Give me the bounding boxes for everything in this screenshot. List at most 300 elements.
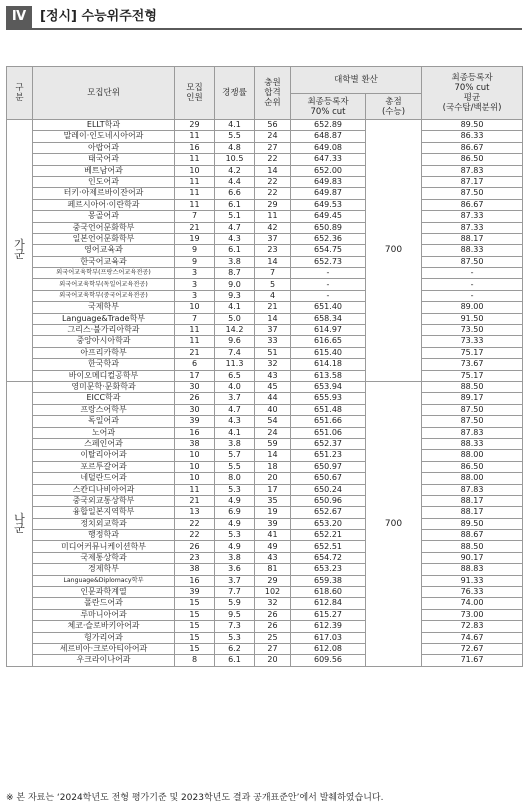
cell-unit: 중앙아시아학과 — [33, 336, 175, 347]
cell-final-conversion: 613.58 — [291, 370, 366, 381]
cell-competition: 8.7 — [215, 268, 255, 279]
cell-unit: 태국어과 — [33, 154, 175, 165]
cell-final-conversion: 612.39 — [291, 621, 366, 632]
cell-unit: 중국외교통상학부 — [33, 495, 175, 506]
cell-rank: 17 — [255, 484, 291, 495]
cell-competition: 4.4 — [215, 176, 255, 187]
cell-final-conversion: 652.51 — [291, 541, 366, 552]
cell-final-conversion: 652.00 — [291, 165, 366, 176]
table-row — [7, 518, 523, 529]
header-competition: 경쟁률 — [215, 67, 255, 120]
cell-rank: 51 — [255, 347, 291, 358]
table-row — [7, 575, 523, 586]
header-division: 구 분 — [7, 67, 33, 120]
cell-final-cut: 76.33 — [422, 587, 523, 598]
cell-quota: 26 — [175, 541, 215, 552]
cell-final-conversion: 650.67 — [291, 473, 366, 484]
table-row — [7, 120, 523, 131]
cell-quota: 11 — [175, 154, 215, 165]
cell-quota: 10 — [175, 461, 215, 472]
cell-unit: 프랑스어학부 — [33, 404, 175, 415]
cell-competition: 7.3 — [215, 621, 255, 632]
cell-competition: 4.9 — [215, 541, 255, 552]
cell-unit: 국제통상학과 — [33, 552, 175, 563]
cell-competition: 14.2 — [215, 325, 255, 336]
cell-final-cut: 87.50 — [422, 416, 523, 427]
header-quota: 모집 인원 — [175, 67, 215, 120]
cell-final-conversion: 649.87 — [291, 188, 366, 199]
cell-rank: 37 — [255, 233, 291, 244]
cell-rank: 22 — [255, 154, 291, 165]
cell-unit: 한국학과 — [33, 359, 175, 370]
cell-rank: 20 — [255, 655, 291, 666]
cell-quota: 3 — [175, 290, 215, 301]
table-row — [7, 643, 523, 654]
cell-unit: 융합일본지역학부 — [33, 507, 175, 518]
cell-unit: 한국어교육과 — [33, 256, 175, 267]
table-row — [7, 211, 523, 222]
cell-unit: Language&Trade학부 — [33, 313, 175, 324]
cell-competition: 6.6 — [215, 188, 255, 199]
cell-unit: 외국어교육학부(프랑스어교육전공) — [33, 268, 175, 279]
cell-quota: 9 — [175, 256, 215, 267]
cell-unit: 미디어커뮤니케이션학부 — [33, 541, 175, 552]
cell-unit: 스페인어과 — [33, 438, 175, 449]
cell-unit: 스칸디나비아어과 — [33, 484, 175, 495]
cell-quota: 22 — [175, 518, 215, 529]
cell-final-cut: 89.50 — [422, 518, 523, 529]
table-row — [7, 427, 523, 438]
cell-unit: 행정학과 — [33, 530, 175, 541]
cell-unit: 페르시아어·이란학과 — [33, 199, 175, 210]
cell-final-conversion: 654.75 — [291, 245, 366, 256]
cell-rank: 22 — [255, 176, 291, 187]
cell-quota: 10 — [175, 165, 215, 176]
cell-quota: 39 — [175, 587, 215, 598]
cell-unit: 영어교육과 — [33, 245, 175, 256]
table-row — [7, 290, 523, 301]
cell-quota: 11 — [175, 336, 215, 347]
cell-quota: 11 — [175, 484, 215, 495]
cell-quota: 26 — [175, 393, 215, 404]
cell-competition: 9.0 — [215, 279, 255, 290]
cell-competition: 3.7 — [215, 393, 255, 404]
cell-rank: 49 — [255, 541, 291, 552]
cell-competition: 3.8 — [215, 438, 255, 449]
cell-final-conversion: - — [291, 290, 366, 301]
cell-rank: 45 — [255, 381, 291, 392]
cell-quota: 8 — [175, 655, 215, 666]
cell-final-conversion: 615.27 — [291, 609, 366, 620]
cell-quota: 38 — [175, 438, 215, 449]
table-row — [7, 530, 523, 541]
header-total: 총점 (수능) — [366, 94, 422, 120]
cell-quota: 38 — [175, 564, 215, 575]
cell-unit: 아프리카학부 — [33, 347, 175, 358]
cell-quota: 9 — [175, 245, 215, 256]
cell-competition: 5.3 — [215, 484, 255, 495]
cell-competition: 5.0 — [215, 313, 255, 324]
table-row — [7, 176, 523, 187]
footnote: ※ 본 자료는 ‘2024학년도 전형 평가기준 및 2023학년도 결과 공개표준안’에서 발췌하였습니다. — [6, 793, 384, 803]
cell-final-conversion: 650.24 — [291, 484, 366, 495]
cell-final-conversion: 652.37 — [291, 438, 366, 449]
cell-final-cut: 72.83 — [422, 621, 523, 632]
cell-final-cut: 87.83 — [422, 427, 523, 438]
cell-unit: 베트남어과 — [33, 165, 175, 176]
cell-final-conversion: 648.87 — [291, 131, 366, 142]
table-row — [7, 359, 523, 370]
table-row — [7, 325, 523, 336]
cell-quota: 6 — [175, 359, 215, 370]
table-row — [7, 131, 523, 142]
header-univ-conversion: 대학별 환산 — [291, 67, 422, 94]
cell-final-cut: 88.33 — [422, 245, 523, 256]
cell-final-cut: 88.83 — [422, 564, 523, 575]
cell-final-conversion: 653.23 — [291, 564, 366, 575]
cell-final-cut: 87.50 — [422, 256, 523, 267]
table-row — [7, 370, 523, 381]
cell-competition: 6.1 — [215, 655, 255, 666]
cell-competition: 4.1 — [215, 120, 255, 131]
cell-unit: 외국어교육학부(중국어교육전공) — [33, 290, 175, 301]
cell-rank: 59 — [255, 438, 291, 449]
cell-final-cut: 89.00 — [422, 302, 523, 313]
cell-final-cut: 88.67 — [422, 530, 523, 541]
table-row — [7, 587, 523, 598]
table-row — [7, 507, 523, 518]
cell-unit: 인도어과 — [33, 176, 175, 187]
cell-quota: 19 — [175, 233, 215, 244]
cell-rank: 43 — [255, 552, 291, 563]
cell-final-cut: 72.67 — [422, 643, 523, 654]
cell-rank: 37 — [255, 325, 291, 336]
cell-final-conversion: 614.97 — [291, 325, 366, 336]
cell-competition: 8.0 — [215, 473, 255, 484]
cell-rank: 21 — [255, 302, 291, 313]
cell-rank: 56 — [255, 120, 291, 131]
table-row — [7, 347, 523, 358]
cell-final-cut: 87.83 — [422, 165, 523, 176]
table-row — [7, 313, 523, 324]
cell-rank: 27 — [255, 643, 291, 654]
cell-final-conversion: 649.53 — [291, 199, 366, 210]
title-divider — [6, 28, 522, 30]
cell-unit: 체코·슬로바키아어과 — [33, 621, 175, 632]
cell-unit: 폴란드어과 — [33, 598, 175, 609]
cell-rank: 7 — [255, 268, 291, 279]
cell-final-cut: 90.17 — [422, 552, 523, 563]
table-row — [7, 655, 523, 666]
cell-competition: 10.5 — [215, 154, 255, 165]
cell-final-cut: 88.50 — [422, 381, 523, 392]
cell-competition: 4.1 — [215, 427, 255, 438]
cell-final-cut: 86.67 — [422, 199, 523, 210]
cell-competition: 3.8 — [215, 552, 255, 563]
cell-competition: 4.8 — [215, 142, 255, 153]
table-row — [7, 233, 523, 244]
cell-final-cut: 88.17 — [422, 507, 523, 518]
cell-competition: 9.6 — [215, 336, 255, 347]
cell-competition: 5.3 — [215, 632, 255, 643]
cell-final-cut: 86.50 — [422, 154, 523, 165]
cell-unit: 국제학부 — [33, 302, 175, 313]
table-row — [7, 461, 523, 472]
cell-rank: 81 — [255, 564, 291, 575]
cell-quota: 10 — [175, 473, 215, 484]
cell-unit: 경제학부 — [33, 564, 175, 575]
cell-final-cut: 89.50 — [422, 120, 523, 131]
cell-unit: 이탈리아어과 — [33, 450, 175, 461]
table-row — [7, 279, 523, 290]
cell-final-conversion: 647.33 — [291, 154, 366, 165]
table-row — [7, 268, 523, 279]
cell-final-conversion: 650.96 — [291, 495, 366, 506]
cell-quota: 10 — [175, 450, 215, 461]
table-header — [7, 67, 523, 120]
cell-unit: 헝가리어과 — [33, 632, 175, 643]
cell-final-conversion: - — [291, 268, 366, 279]
cell-rank: 23 — [255, 245, 291, 256]
cell-rank: 102 — [255, 587, 291, 598]
cell-quota: 15 — [175, 643, 215, 654]
cell-unit: 일본언어문화학부 — [33, 233, 175, 244]
table-row — [7, 438, 523, 449]
cell-unit: 그리스·불가리아학과 — [33, 325, 175, 336]
cell-rank: 25 — [255, 632, 291, 643]
cell-competition: 5.3 — [215, 530, 255, 541]
cell-competition: 7.4 — [215, 347, 255, 358]
cell-rank: 44 — [255, 393, 291, 404]
cell-unit: 인문과학계열 — [33, 587, 175, 598]
cell-competition: 9.5 — [215, 609, 255, 620]
cell-unit: 우크라이나어과 — [33, 655, 175, 666]
cell-final-conversion: 651.48 — [291, 404, 366, 415]
cell-final-cut: 86.33 — [422, 131, 523, 142]
cell-competition: 9.3 — [215, 290, 255, 301]
table-row — [7, 609, 523, 620]
cell-quota: 16 — [175, 142, 215, 153]
cell-competition: 3.7 — [215, 575, 255, 586]
cell-competition: 4.0 — [215, 381, 255, 392]
table-row — [7, 154, 523, 165]
cell-rank: 24 — [255, 131, 291, 142]
table-row — [7, 199, 523, 210]
header-unit: 모집단위 — [33, 67, 175, 120]
cell-final-cut: 75.17 — [422, 370, 523, 381]
cell-quota: 39 — [175, 416, 215, 427]
cell-competition: 5.5 — [215, 131, 255, 142]
header-rank: 충원 합격 순위 — [255, 67, 291, 120]
cell-unit: 세르비아·크로아티아어과 — [33, 643, 175, 654]
cell-quota: 16 — [175, 427, 215, 438]
cell-rank: 32 — [255, 598, 291, 609]
cell-final-conversion: 652.36 — [291, 233, 366, 244]
cell-competition: 6.1 — [215, 245, 255, 256]
cell-rank: 27 — [255, 142, 291, 153]
cell-quota: 3 — [175, 268, 215, 279]
table-body — [7, 120, 523, 667]
cell-final-conversion: 649.08 — [291, 142, 366, 153]
table-row — [7, 256, 523, 267]
cell-total: 700 — [366, 120, 422, 382]
cell-unit: 외국어교육학부(독일어교육전공) — [33, 279, 175, 290]
cell-rank: 40 — [255, 404, 291, 415]
cell-final-cut: 88.17 — [422, 495, 523, 506]
cell-final-conversion: 653.20 — [291, 518, 366, 529]
table-row — [7, 222, 523, 233]
cell-quota: 11 — [175, 131, 215, 142]
cell-competition: 11.3 — [215, 359, 255, 370]
cell-final-cut: 74.00 — [422, 598, 523, 609]
cell-rank: 42 — [255, 222, 291, 233]
cell-quota: 17 — [175, 370, 215, 381]
cell-final-conversion: 614.18 — [291, 359, 366, 370]
cell-final-cut: - — [422, 268, 523, 279]
table-row — [7, 416, 523, 427]
cell-final-cut: 87.33 — [422, 211, 523, 222]
cell-rank: 11 — [255, 211, 291, 222]
cell-quota: 11 — [175, 176, 215, 187]
cell-rank: 18 — [255, 461, 291, 472]
cell-unit: EICC학과 — [33, 393, 175, 404]
cell-final-cut: 73.33 — [422, 336, 523, 347]
cell-unit: 아랍어과 — [33, 142, 175, 153]
cell-quota: 3 — [175, 279, 215, 290]
table-row — [7, 404, 523, 415]
cell-rank: 29 — [255, 199, 291, 210]
cell-final-cut: 86.67 — [422, 142, 523, 153]
cell-final-conversion: 616.65 — [291, 336, 366, 347]
cell-rank: 4 — [255, 290, 291, 301]
cell-rank: 39 — [255, 518, 291, 529]
cell-rank: 24 — [255, 427, 291, 438]
cell-final-cut: 88.17 — [422, 233, 523, 244]
group-label: 가 군 — [7, 120, 33, 382]
cell-rank: 5 — [255, 279, 291, 290]
cell-final-conversion: 649.83 — [291, 176, 366, 187]
cell-rank: 14 — [255, 256, 291, 267]
cell-competition: 6.1 — [215, 199, 255, 210]
group-label: 나 군 — [7, 381, 33, 666]
cell-competition: 4.9 — [215, 495, 255, 506]
cell-quota: 16 — [175, 575, 215, 586]
table-row — [7, 336, 523, 347]
cell-competition: 3.8 — [215, 256, 255, 267]
cell-final-conversion: 612.84 — [291, 598, 366, 609]
cell-quota: 21 — [175, 222, 215, 233]
cell-competition: 4.7 — [215, 404, 255, 415]
cell-final-conversion: 617.03 — [291, 632, 366, 643]
cell-competition: 5.5 — [215, 461, 255, 472]
cell-final-conversion: 652.21 — [291, 530, 366, 541]
cell-final-conversion: 651.40 — [291, 302, 366, 313]
table-row — [7, 165, 523, 176]
cell-final-conversion: 618.60 — [291, 587, 366, 598]
cell-final-conversion: 652.89 — [291, 120, 366, 131]
cell-rank: 20 — [255, 473, 291, 484]
cell-competition: 5.9 — [215, 598, 255, 609]
cell-competition: 5.1 — [215, 211, 255, 222]
cell-rank: 43 — [255, 370, 291, 381]
cell-final-cut: - — [422, 279, 523, 290]
cell-final-cut: 91.33 — [422, 575, 523, 586]
cell-rank: 14 — [255, 313, 291, 324]
cell-final-conversion: 650.97 — [291, 461, 366, 472]
cell-rank: 35 — [255, 495, 291, 506]
cell-unit: Language&Diplomacy학부 — [33, 575, 175, 586]
cell-unit: 정치외교학과 — [33, 518, 175, 529]
cell-final-conversion: 658.34 — [291, 313, 366, 324]
cell-final-cut: 88.00 — [422, 450, 523, 461]
cell-unit: 노어과 — [33, 427, 175, 438]
cell-final-conversion: 652.73 — [291, 256, 366, 267]
table-row — [7, 188, 523, 199]
cell-competition: 6.2 — [215, 643, 255, 654]
table-row — [7, 564, 523, 575]
cell-unit: 루마니아어과 — [33, 609, 175, 620]
cell-quota: 29 — [175, 120, 215, 131]
cell-final-cut: - — [422, 290, 523, 301]
cell-final-cut: 87.83 — [422, 484, 523, 495]
cell-quota: 30 — [175, 404, 215, 415]
cell-rank: 41 — [255, 530, 291, 541]
cell-final-conversion: 654.72 — [291, 552, 366, 563]
cell-final-conversion: 615.40 — [291, 347, 366, 358]
cell-quota: 10 — [175, 302, 215, 313]
cell-quota: 11 — [175, 199, 215, 210]
cell-final-cut: 73.67 — [422, 359, 523, 370]
cell-quota: 11 — [175, 325, 215, 336]
cell-competition: 3.6 — [215, 564, 255, 575]
results-table — [6, 66, 523, 667]
cell-rank: 26 — [255, 609, 291, 620]
cell-unit: ELLT학과 — [33, 120, 175, 131]
cell-quota: 21 — [175, 495, 215, 506]
table-row — [7, 495, 523, 506]
cell-final-cut: 87.50 — [422, 188, 523, 199]
table-row — [7, 393, 523, 404]
cell-final-cut: 87.33 — [422, 222, 523, 233]
page-title: [정시] 수능위주전형 — [40, 9, 157, 24]
cell-final-conversion: 609.56 — [291, 655, 366, 666]
cell-rank: 14 — [255, 165, 291, 176]
cell-final-cut: 73.00 — [422, 609, 523, 620]
cell-final-conversion: 650.89 — [291, 222, 366, 233]
cell-final-conversion: 651.06 — [291, 427, 366, 438]
cell-quota: 15 — [175, 621, 215, 632]
cell-final-cut: 87.50 — [422, 404, 523, 415]
cell-competition: 4.1 — [215, 302, 255, 313]
cell-final-cut: 75.17 — [422, 347, 523, 358]
cell-final-cut: 91.50 — [422, 313, 523, 324]
table-row — [7, 302, 523, 313]
cell-unit: 독일어과 — [33, 416, 175, 427]
cell-unit: 중국언어문화학부 — [33, 222, 175, 233]
table-row — [7, 245, 523, 256]
cell-competition: 4.2 — [215, 165, 255, 176]
cell-final-conversion: 652.67 — [291, 507, 366, 518]
cell-quota: 21 — [175, 347, 215, 358]
table-row — [7, 484, 523, 495]
cell-final-conversion: 659.38 — [291, 575, 366, 586]
cell-final-cut: 73.50 — [422, 325, 523, 336]
section-header — [6, 6, 522, 28]
cell-competition: 4.3 — [215, 416, 255, 427]
cell-quota: 30 — [175, 381, 215, 392]
cell-total: 700 — [366, 381, 422, 666]
cell-quota: 11 — [175, 188, 215, 199]
